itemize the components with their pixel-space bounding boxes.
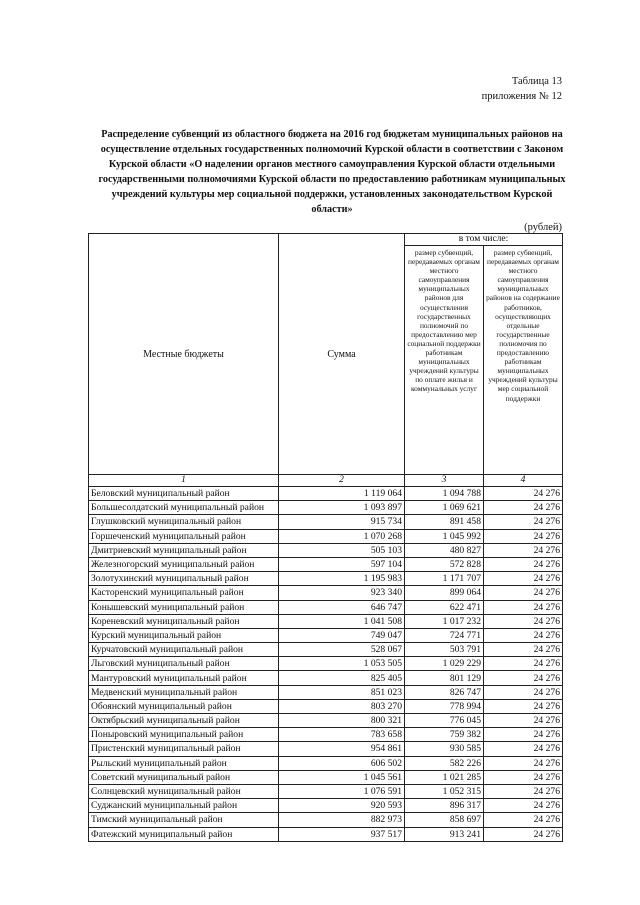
table-row: [89, 784, 563, 798]
housing-subvention-value: 778 994: [405, 699, 484, 713]
sum-value: 851 023: [279, 685, 405, 699]
header-sum: Сумма: [279, 234, 405, 475]
table-row: [89, 572, 563, 586]
district-name: Большесолдатский муниципальный район: [89, 501, 279, 515]
district-name: Золотухинский муниципальный район: [89, 572, 279, 586]
staff-subvention-value: 24 276: [484, 501, 563, 515]
column-number: 4: [484, 475, 563, 487]
housing-subvention-value: 1 029 229: [405, 657, 484, 671]
sum-value: 749 047: [279, 628, 405, 642]
staff-subvention-value: 24 276: [484, 643, 563, 657]
staff-subvention-value: 24 276: [484, 487, 563, 501]
column-number-row: [89, 475, 563, 487]
housing-subvention-value: 582 226: [405, 756, 484, 770]
sum-value: 1 070 268: [279, 529, 405, 543]
district-name: Медвенский муниципальный район: [89, 685, 279, 699]
sum-value: 800 321: [279, 714, 405, 728]
table-row: [89, 628, 563, 642]
sum-value: 954 861: [279, 742, 405, 756]
housing-subvention-value: 1 021 285: [405, 770, 484, 784]
sum-value: 1 053 505: [279, 657, 405, 671]
table-row: [89, 501, 563, 515]
staff-subvention-value: 24 276: [484, 699, 563, 713]
column-number: 3: [405, 475, 484, 487]
header-local-budgets: Местные бюджеты: [89, 234, 279, 475]
column-number: 1: [89, 475, 279, 487]
table-row: [89, 614, 563, 628]
district-name: Касторенский муниципальный район: [89, 586, 279, 600]
sum-value: 528 067: [279, 643, 405, 657]
sum-value: 1 045 561: [279, 770, 405, 784]
table-row: [89, 515, 563, 529]
table-row: [89, 543, 563, 557]
staff-subvention-value: 24 276: [484, 671, 563, 685]
sum-value: 803 270: [279, 699, 405, 713]
sum-value: 1 119 064: [279, 487, 405, 501]
district-name: Поныровский муниципальный район: [89, 728, 279, 742]
district-name: Солнцевский муниципальный район: [89, 784, 279, 798]
staff-subvention-value: 24 276: [484, 827, 563, 841]
table-row: [89, 799, 563, 813]
sum-value: 825 405: [279, 671, 405, 685]
staff-subvention-value: 24 276: [484, 742, 563, 756]
district-name: Беловский муниципальный район: [89, 487, 279, 501]
staff-subvention-value: 24 276: [484, 770, 563, 784]
district-name: Обоянский муниципальный район: [89, 699, 279, 713]
table-row: [89, 529, 563, 543]
housing-subvention-value: 724 771: [405, 628, 484, 642]
table-row: [89, 756, 563, 770]
table-row: [89, 643, 563, 657]
housing-subvention-value: 480 827: [405, 543, 484, 557]
staff-subvention-value: 24 276: [484, 628, 563, 642]
table-row: [89, 586, 563, 600]
housing-subvention-value: 1 052 315: [405, 784, 484, 798]
staff-subvention-value: 24 276: [484, 586, 563, 600]
district-name: Дмитриевский муниципальный район: [89, 543, 279, 557]
header-subvention-staff: размер субвенций, передаваемых органам местного самоуправления муниципальных районов на содержание работников, осуществляющих отдельные государственные полномочия по предоставлению работникам муниципальных учреждений культуры мер социальной поддержки: [484, 246, 563, 475]
table-row: [89, 699, 563, 713]
column-number: 2: [279, 475, 405, 487]
staff-subvention-value: 24 276: [484, 813, 563, 827]
table-row: [89, 770, 563, 784]
sum-value: 646 747: [279, 600, 405, 614]
staff-subvention-value: 24 276: [484, 614, 563, 628]
housing-subvention-value: 1 171 707: [405, 572, 484, 586]
district-name: Советский муниципальный район: [89, 770, 279, 784]
housing-subvention-value: 826 747: [405, 685, 484, 699]
district-name: Железногорский муниципальный район: [89, 557, 279, 571]
district-name: Фатежский муниципальный район: [89, 827, 279, 841]
staff-subvention-value: 24 276: [484, 557, 563, 571]
housing-subvention-value: 572 828: [405, 557, 484, 571]
table-row: [89, 827, 563, 841]
housing-subvention-value: 801 129: [405, 671, 484, 685]
district-name: Мантуровский муниципальный район: [89, 671, 279, 685]
district-name: Глушковский муниципальный район: [89, 515, 279, 529]
staff-subvention-value: 24 276: [484, 714, 563, 728]
district-name: Пристенский муниципальный район: [89, 742, 279, 756]
sum-value: 923 340: [279, 586, 405, 600]
housing-subvention-value: 1 045 992: [405, 529, 484, 543]
header-including: в том числе:: [405, 234, 563, 246]
sum-value: 915 734: [279, 515, 405, 529]
units-label: (рублей): [524, 222, 562, 233]
sum-value: 1 076 591: [279, 784, 405, 798]
sum-value: 606 502: [279, 756, 405, 770]
document-title: Распределение субвенций из областного бюджета на 2016 год бюджетам муниципальных районов на осуществление отдельных государственных полномочий Курской области в соответствии с Законом Курской области «О наделении органов местного самоуправления Курской области отдельными государственными полномочиями Курской области по предоставлению работникам муниципальных учреждений культуры мер социальной поддержки, установленных законодательством Курской области»: [98, 129, 566, 215]
district-name: Конышевский муниципальный район: [89, 600, 279, 614]
housing-subvention-value: 913 241: [405, 827, 484, 841]
housing-subvention-value: 1 017 232: [405, 614, 484, 628]
sum-value: 1 093 897: [279, 501, 405, 515]
housing-subvention-value: 776 045: [405, 714, 484, 728]
sum-value: 597 104: [279, 557, 405, 571]
district-name: Тимский муниципальный район: [89, 813, 279, 827]
housing-subvention-value: 930 585: [405, 742, 484, 756]
district-name: Рыльский муниципальный район: [89, 756, 279, 770]
table-row: [89, 600, 563, 614]
district-name: Суджанский муниципальный район: [89, 799, 279, 813]
district-name: Льговский муниципальный район: [89, 657, 279, 671]
sum-value: 1 041 508: [279, 614, 405, 628]
table-row: [89, 487, 563, 501]
staff-subvention-value: 24 276: [484, 600, 563, 614]
staff-subvention-value: 24 276: [484, 728, 563, 742]
district-name: Кореневский муниципальный район: [89, 614, 279, 628]
staff-subvention-value: 24 276: [484, 543, 563, 557]
sum-value: 882 973: [279, 813, 405, 827]
header-row-top: [89, 234, 563, 246]
housing-subvention-value: 891 458: [405, 515, 484, 529]
table-row: [89, 813, 563, 827]
table-row: [89, 714, 563, 728]
district-name: Курчатовский муниципальный район: [89, 643, 279, 657]
staff-subvention-value: 24 276: [484, 657, 563, 671]
table-row: [89, 657, 563, 671]
housing-subvention-value: 759 382: [405, 728, 484, 742]
housing-subvention-value: 899 064: [405, 586, 484, 600]
housing-subvention-value: 896 317: [405, 799, 484, 813]
district-name: Горшеченский муниципальный район: [89, 529, 279, 543]
table-row: [89, 728, 563, 742]
sum-value: 505 103: [279, 543, 405, 557]
staff-subvention-value: 24 276: [484, 685, 563, 699]
table-row: [89, 742, 563, 756]
staff-subvention-value: 24 276: [484, 784, 563, 798]
header-subvention-housing: размер субвенций, передаваемых органам местного самоуправления муниципальных районов для осуществления государственных полномочий по предоставлению мер социальной поддержки работникам муниципальных учреждений культуры по оплате жилья и коммунальных услуг: [405, 246, 484, 475]
subsidy-table: [88, 233, 563, 842]
housing-subvention-value: 858 697: [405, 813, 484, 827]
sum-value: 1 195 983: [279, 572, 405, 586]
table-row: [89, 685, 563, 699]
sum-value: 920 593: [279, 799, 405, 813]
table-row: [89, 671, 563, 685]
staff-subvention-value: 24 276: [484, 756, 563, 770]
sum-value: 937 517: [279, 827, 405, 841]
housing-subvention-value: 1 094 788: [405, 487, 484, 501]
housing-subvention-value: 1 069 621: [405, 501, 484, 515]
district-name: Курский муниципальный район: [89, 628, 279, 642]
table-row: [89, 557, 563, 571]
table-caption-number: Таблица 13: [511, 76, 562, 87]
staff-subvention-value: 24 276: [484, 515, 563, 529]
table-caption-appendix: приложения № 12: [481, 91, 562, 102]
staff-subvention-value: 24 276: [484, 529, 563, 543]
staff-subvention-value: 24 276: [484, 799, 563, 813]
housing-subvention-value: 503 791: [405, 643, 484, 657]
district-name: Октябрьский муниципальный район: [89, 714, 279, 728]
sum-value: 783 658: [279, 728, 405, 742]
housing-subvention-value: 622 471: [405, 600, 484, 614]
staff-subvention-value: 24 276: [484, 572, 563, 586]
